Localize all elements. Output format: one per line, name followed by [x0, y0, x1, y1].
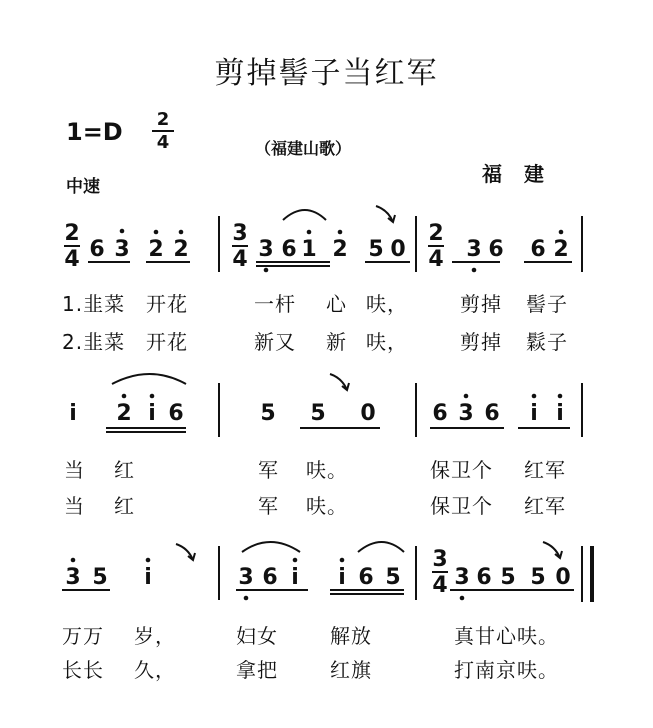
note: 6 [281, 237, 297, 262]
note: i [148, 401, 156, 426]
note: i [69, 401, 77, 426]
note: 5 [260, 401, 276, 426]
lyric: 剪掉 [460, 330, 502, 354]
time-top: 3 [232, 221, 248, 246]
note: 6 [89, 237, 105, 262]
key-signature: 1=D [66, 118, 123, 146]
lyric: 新 [326, 330, 347, 354]
note: 6 [358, 565, 374, 590]
note: 0 [360, 401, 376, 426]
lyric: 红军 [524, 494, 566, 518]
lyric: 真甘心呋。 [454, 624, 559, 648]
lyric: 红 [114, 494, 135, 518]
lyric: 岁， [134, 624, 176, 648]
note: 5 [530, 565, 546, 590]
lyric: 呋， [366, 292, 408, 316]
lyric: 红 [114, 458, 135, 482]
lyric: 2.韭菜 [62, 330, 126, 354]
lyric: 鬏子 [526, 330, 568, 354]
note: 1 [301, 237, 317, 262]
region-credit: 福建 [482, 162, 566, 186]
note: 2 [173, 237, 189, 262]
note: 5 [500, 565, 516, 590]
time-signature-bottom: 4 [156, 132, 170, 153]
lyric: 红旗 [330, 658, 372, 682]
subtitle: （福建山歌） [255, 139, 352, 158]
note: 3 [458, 401, 474, 426]
note: 2 [116, 401, 132, 426]
lyric: 1.韭菜 [62, 292, 126, 316]
lyric: 万万 [62, 624, 104, 648]
note: 3 [454, 565, 470, 590]
note: 2 [553, 237, 569, 262]
note: i [556, 401, 564, 426]
note: 6 [432, 401, 448, 426]
note: 3 [65, 565, 81, 590]
lyric: 当 [64, 458, 85, 482]
lyric: 呋。 [306, 494, 348, 518]
lyric: 开花 [146, 330, 188, 354]
lyric: 打南京呋。 [454, 658, 559, 682]
time-top: 3 [432, 547, 448, 572]
note: 3 [114, 237, 130, 262]
lyric: 当 [64, 494, 85, 518]
lyric: 保卫个 [430, 494, 493, 518]
note: 3 [466, 237, 482, 262]
time-top: 2 [64, 221, 80, 246]
lyric: 拿把 [236, 658, 278, 682]
note: i [291, 565, 299, 590]
note: 5 [368, 237, 384, 262]
note: 5 [385, 565, 401, 590]
time-top: 2 [428, 221, 444, 246]
tempo-marking: 中速 [66, 177, 100, 197]
time-bottom: 4 [428, 247, 444, 272]
lyric: 心 [326, 292, 347, 316]
time-bottom: 4 [64, 247, 80, 272]
note: i [338, 565, 346, 590]
note: 6 [488, 237, 504, 262]
note: 6 [484, 401, 500, 426]
time-bottom: 4 [232, 247, 248, 272]
lyric: 新又 [254, 330, 296, 354]
note: 6 [262, 565, 278, 590]
lyric: 妇女 [236, 624, 278, 648]
note: i [144, 565, 152, 590]
lyric: 解放 [330, 624, 372, 648]
lyric: 久， [134, 658, 176, 682]
lyric: 一杆 [254, 292, 296, 316]
lyric: 呋。 [306, 458, 348, 482]
lyric: 保卫个 [430, 458, 493, 482]
note: 0 [390, 237, 406, 262]
time-bottom: 4 [432, 573, 448, 598]
note: 5 [92, 565, 108, 590]
note: 2 [148, 237, 164, 262]
note: i [530, 401, 538, 426]
lyric: 剪掉 [460, 292, 502, 316]
song-title: 剪掉髻子当红军 [214, 56, 439, 91]
note: 3 [238, 565, 254, 590]
lyric: 红军 [524, 458, 566, 482]
lyric: 军 [258, 494, 279, 518]
note: 0 [555, 565, 571, 590]
lyric: 开花 [146, 292, 188, 316]
note: 3 [258, 237, 274, 262]
lyric: 长长 [62, 658, 104, 682]
note: 5 [310, 401, 326, 426]
note: 6 [530, 237, 546, 262]
note: 2 [332, 237, 348, 262]
lyric: 军 [258, 458, 279, 482]
time-signature-top: 2 [156, 109, 170, 130]
note: 6 [168, 401, 184, 426]
note: 6 [476, 565, 492, 590]
lyric: 呋， [366, 330, 408, 354]
lyric: 髻子 [526, 292, 568, 316]
